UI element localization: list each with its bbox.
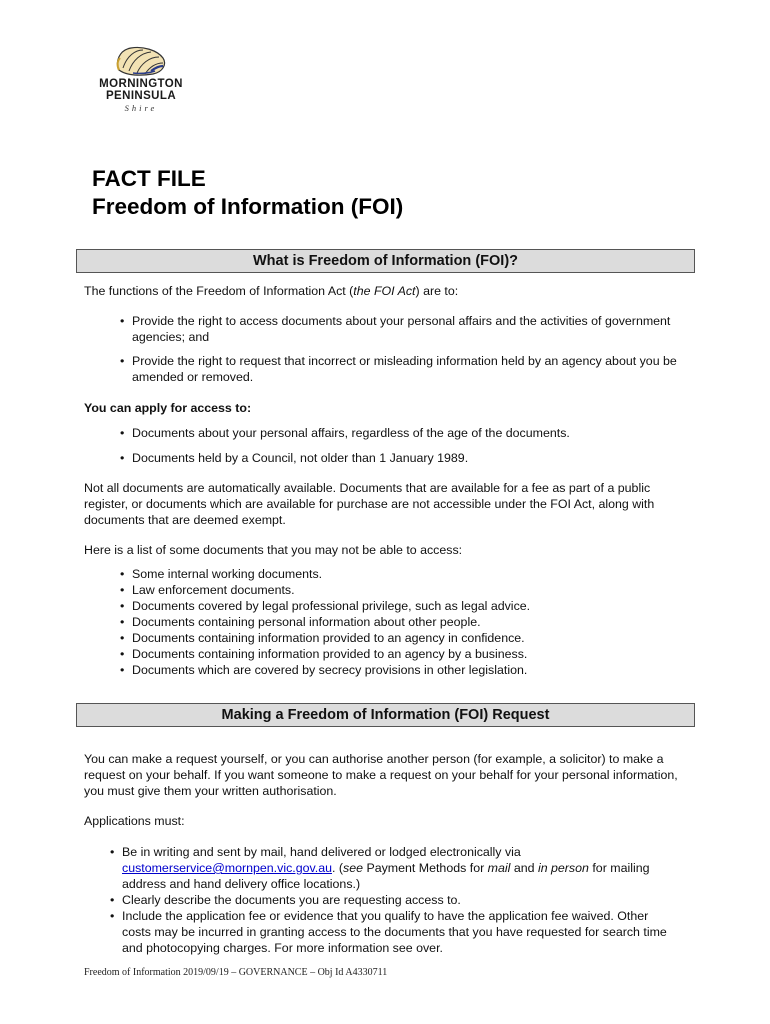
- list-item: • Provide the right to request that incorrect or misleading information held by an agency about you be amended or removed.: [120, 353, 680, 385]
- list-item: • Provide the right to access documents about your personal affairs and the activities of government agencies; and: [120, 313, 680, 345]
- section-heading-what-is-foi: What is Freedom of Information (FOI)?: [76, 249, 695, 273]
- list-item: • Include the application fee or evidence that you qualify to have the application fee waived. Other costs may be incurred in granting access to the documents that you have requested for search time and photocopying charges. For more information see over.: [110, 908, 680, 956]
- restricted-list: [120, 566, 680, 678]
- item1-text-c: and: [510, 861, 538, 875]
- list-item: • Documents containing personal information about other people.: [120, 614, 680, 630]
- list-item: • Documents containing information provided to an agency in confidence.: [120, 630, 680, 646]
- page-footer: Freedom of Information 2019/09/19 – GOVERNANCE – Obj Id A4330711: [84, 967, 388, 978]
- item1-see: see: [343, 861, 363, 875]
- applications-must: Applications must:: [84, 814, 185, 828]
- item1-punct: . (: [332, 861, 344, 875]
- list-item: [110, 844, 680, 892]
- item1-in-person: in person: [537, 861, 589, 875]
- not-all-paragraph: Not all documents are automatically available. Documents that are available for a fee as part of a public register, or documents which are available for purchase are not accessible under the FOI Act, along with documents that are deemed exempt.: [84, 481, 655, 527]
- item1-text: Be in writing and sent by mail, hand delivered or lodged electronically via: [122, 845, 521, 859]
- list-item: • Law enforcement documents.: [120, 582, 680, 598]
- item1-mail: mail: [487, 861, 511, 875]
- logo-line-2: PENINSULA: [105, 90, 177, 102]
- page-title: [92, 165, 403, 221]
- list-item: • Documents covered by legal professional privilege, such as legal advice.: [120, 598, 680, 614]
- shell-icon: [113, 44, 169, 78]
- functions-list: [120, 313, 680, 385]
- intro-text-post: ) are to:: [415, 284, 459, 298]
- list-item: • Documents which are covered by secrecy provisions in other legislation.: [120, 662, 680, 678]
- logo-line-1: MORNINGTON: [99, 78, 183, 90]
- section-heading-making-request: Making a Freedom of Information (FOI) Request: [76, 703, 695, 727]
- customer-service-email-link[interactable]: customerservice@mornpen.vic.gov.au: [122, 861, 332, 875]
- shire-logo: [86, 44, 196, 124]
- intro-text-italic: the FOI Act: [353, 284, 416, 298]
- item1-text-d: for mailing address and hand delivery office locations.): [122, 861, 650, 891]
- list-intro: Here is a list of some documents that you may not be able to access:: [84, 543, 463, 557]
- list-item: • Documents held by a Council, not older than 1 January 1989.: [120, 450, 680, 466]
- intro-paragraph: [84, 283, 694, 299]
- list-item: • Some internal working documents.: [120, 566, 680, 582]
- request-paragraph: You can make a request yourself, or you can authorise another person (for example, a solicitor) to make a request on your behalf. If you want someone to make a request on your behalf for your personal information, you must give them your written authorisation.: [84, 752, 678, 798]
- title-line-1: FACT FILE: [92, 166, 206, 191]
- intro-text-pre: The functions of the Freedom of Information Act (: [84, 284, 354, 298]
- item1-text-b: Payment Methods for: [363, 861, 488, 875]
- list-item: • Documents about your personal affairs, regardless of the age of the documents.: [120, 425, 680, 441]
- list-item: • Documents containing information provided to an agency by a business.: [120, 646, 680, 662]
- applications-list: [110, 844, 680, 956]
- list-item: • Clearly describe the documents you are requesting access to.: [110, 892, 680, 908]
- apply-heading: You can apply for access to:: [84, 401, 252, 415]
- logo-line-3: Shire: [124, 103, 158, 113]
- title-line-2: Freedom of Information (FOI): [92, 194, 404, 219]
- apply-list: [120, 425, 680, 466]
